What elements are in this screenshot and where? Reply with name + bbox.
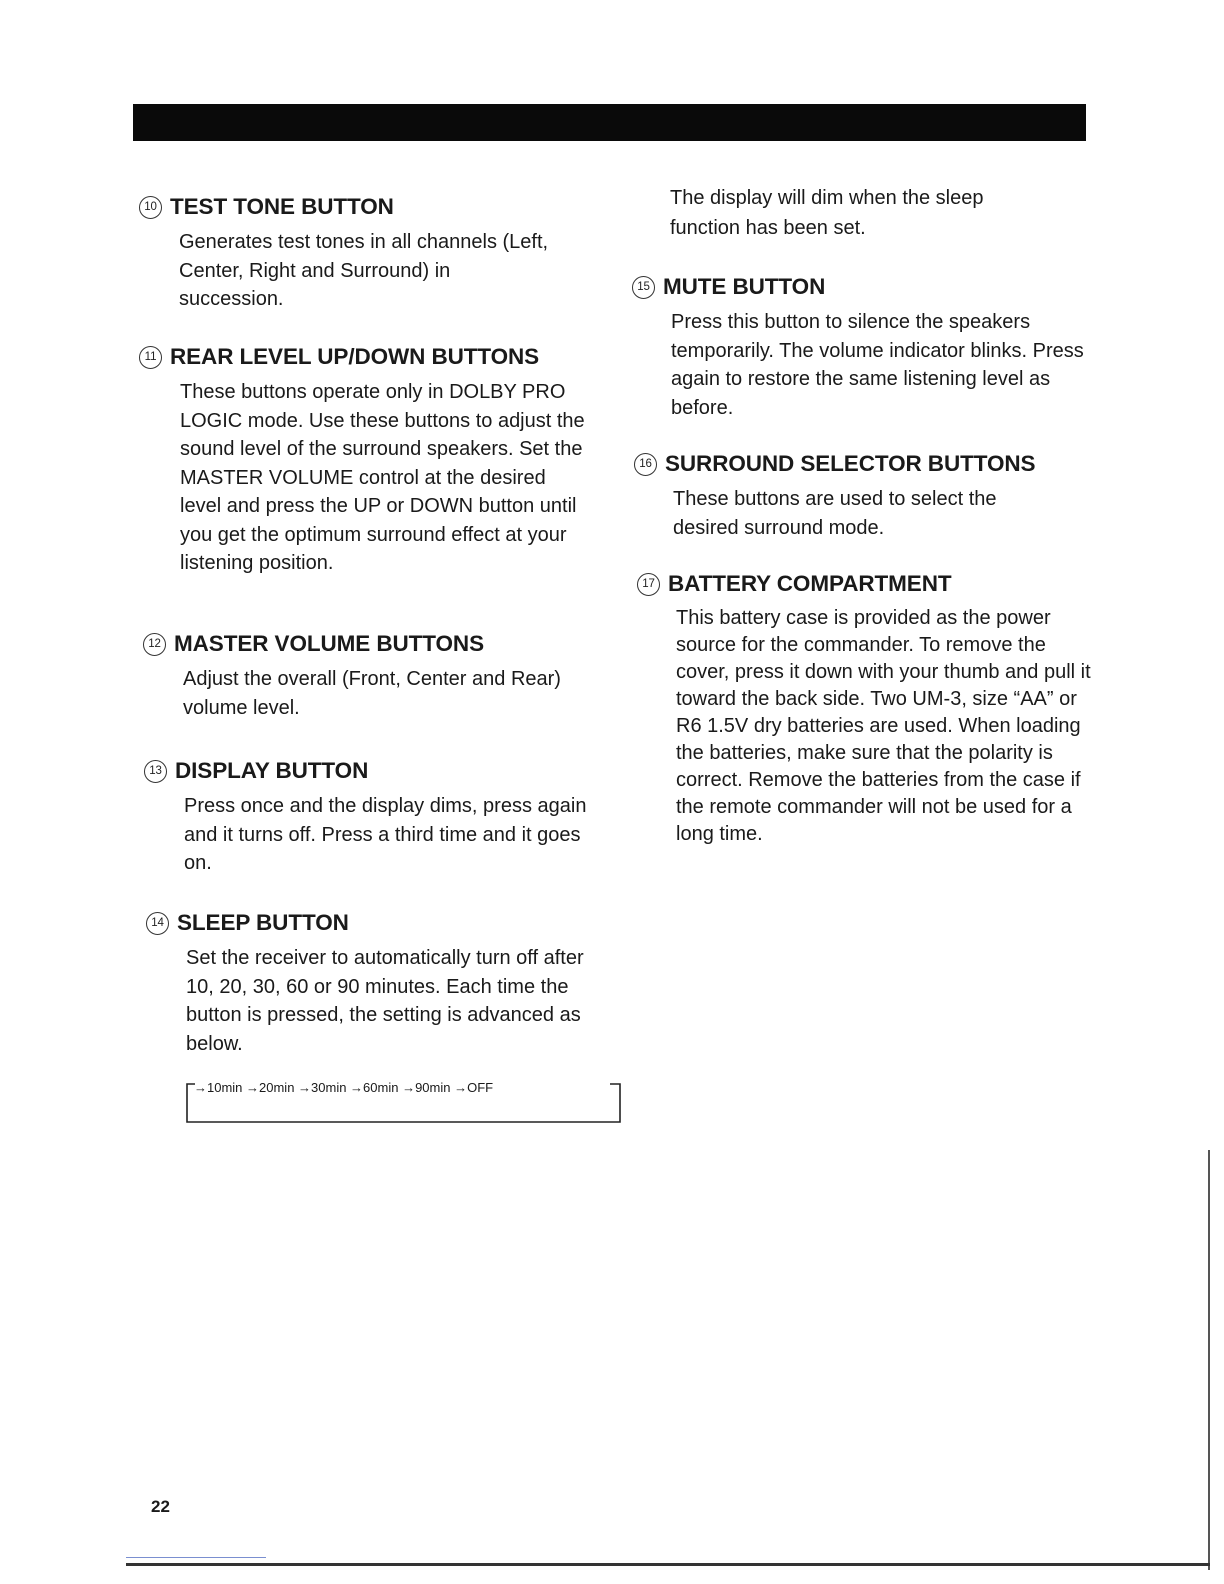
section-body: Adjust the overall (Front, Center and Rear) volume level. [183,668,561,719]
section-heading [144,758,614,784]
sleep-sequence: →10min →20min →30min →60min →90min →OFF [194,1080,494,1095]
header-bar [133,104,1086,141]
section-battery [637,571,1107,848]
item-number-badge: 12 [143,633,166,656]
section-body: Press once and the display dims, press again and it turns off. Press a third time and it goes on. [184,795,587,874]
section-test-tone [139,194,609,314]
sleep-cycle-diagram [186,1080,622,1124]
page-number: 22 [151,1497,170,1516]
item-number-badge: 13 [144,760,167,783]
section-surround-selector [634,451,1104,542]
section-master-volume [143,631,613,722]
section-title: SURROUND SELECTOR BUTTONS [665,451,1036,476]
section-heading [634,451,1104,477]
section-body: Set the receiver to automatically turn off after 10, 20, 30, 60 or 90 minutes. Each time the button is pressed, the setting is advanced as below. [186,947,584,1055]
section-sleep-continued [670,183,1090,243]
item-number-badge: 11 [139,346,162,369]
section-body: Press this button to silence the speakers temporarily. The volume indicator blinks. Press again to restore the same listening level as before. [671,311,1084,419]
footer-accent-line [126,1557,266,1558]
section-display [144,758,614,878]
section-heading [632,274,1102,300]
scan-edge-line [1208,1150,1210,1570]
section-mute [632,274,1102,422]
section-body: These buttons operate only in DOLBY PRO LOGIC mode. Use these buttons to adjust the sound level of the surround speakers. Set the MASTER VOLUME control at the desired level and press the UP or DOWN button until you get the optimum surround effect at your listening position. [180,381,585,574]
section-heading [139,194,609,220]
section-title: MUTE BUTTON [663,274,826,299]
section-title: DISPLAY BUTTON [175,758,369,783]
section-title: BATTERY COMPARTMENT [668,571,952,596]
item-number-badge: 16 [634,453,657,476]
section-body: These buttons are used to select the desired surround mode. [673,488,997,539]
continuation-text: The display will dim when the sleep function has been set. [670,187,984,239]
section-heading [637,571,1107,597]
item-number-badge: 17 [637,573,660,596]
section-title: SLEEP BUTTON [177,910,349,935]
section-rear-level [139,344,609,578]
section-body: Generates test tones in all channels (Left, Center, Right and Surround) in succession. [179,231,549,310]
section-title: TEST TONE BUTTON [170,194,394,219]
item-number-badge: 14 [146,912,169,935]
section-heading [139,344,609,370]
section-title: MASTER VOLUME BUTTONS [174,631,484,656]
item-number-badge: 10 [139,196,162,219]
section-heading [146,910,616,936]
item-number-badge: 15 [632,276,655,299]
footer-rule [126,1563,1210,1566]
section-title: REAR LEVEL UP/DOWN BUTTONS [170,344,540,369]
section-sleep [146,910,616,1058]
section-heading [143,631,613,657]
section-body: This battery case is provided as the power source for the commander. To remove the cover, press it down with your thumb and pull it toward the back side. Two UM-3, size “AA” or R6 1.5V dry batteries are used. When loading the batteries, make sure that the polarity is correct. Remove the batteries from the case if the remote commander will not be used for a long time. [676,607,1091,845]
